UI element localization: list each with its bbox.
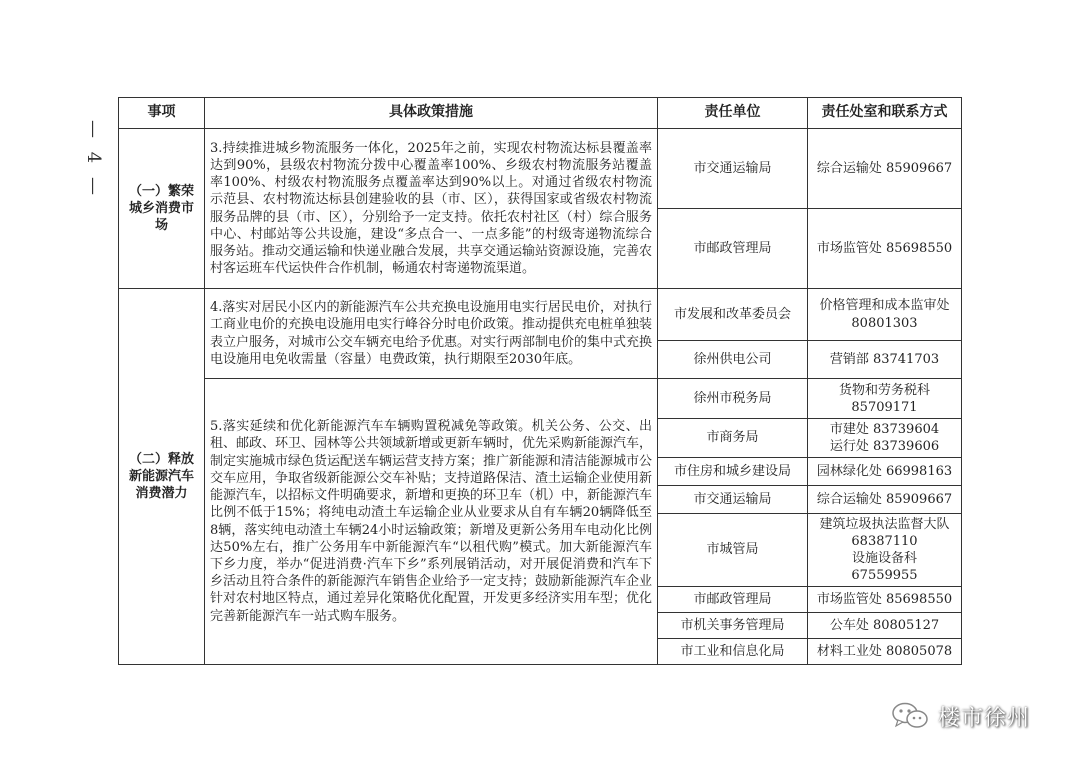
wechat-icon [890,701,930,731]
policy-table [118,97,962,665]
header-unit: 责任单位 [658,98,808,129]
responsible-unit: 市交通运输局 [658,486,808,514]
responsible-unit: 市工业和信息化局 [658,639,808,665]
contact-line: 85709171 [851,399,918,415]
responsible-unit: 市邮政管理局 [658,209,808,289]
contact-info: 公车处 80805127 [808,613,962,639]
contact-info: 园林绿化处 66998163 [808,458,962,486]
header-contact: 责任处室和联系方式 [808,98,962,129]
contact-info [808,514,962,587]
contact-line: 货物和劳务税科 [838,382,930,398]
watermark [890,698,1030,734]
measure-text: 4.落实对居民小区内的新能源汽车公共充换电设施用电实行居民电价，对执行工商业电价的充换电设施用电实行峰谷分时电价政策。推动提供充电桩单独装表立户服务，对城市公交车辆充电给予优惠。对实行两部制电价的集中式充换电设施用电免收需量（容量）电费政策，执行期限至2030年底。 [205,289,658,379]
responsible-unit: 市城管局 [658,514,808,587]
contact-line: 建筑垃圾执法监督大队 68387110 [819,517,950,549]
contact-info: 综合运输处 85909667 [808,129,962,209]
contact-info: 市场监管处 85698550 [808,587,962,613]
contact-info: 市场监管处 85698550 [808,209,962,289]
contact-info: 营销部 83741703 [808,341,962,379]
section-item: （二）释放新能源汽车消费潜力 [119,289,205,665]
section-item: （一）繁荣城乡消费市场 [119,129,205,289]
contact-info: 价格管理和成本监审处 80801303 [808,289,962,341]
table-row [119,379,962,419]
responsible-unit: 市邮政管理局 [658,587,808,613]
measure-text: 5.落实延续和优化新能源汽车车辆购置税减免等政策。机关公务、公交、出租、邮政、环卫、园林等公共领域新增或更新车辆时，优先采购新能源汽车，制定实施城市绿色货运配送车辆运营支持方案；推广新能源和清洁能源城市公交车应用，争取省级新能源公交车补贴；支持道路保洁、渣土运输企业使用新能源汽车，以招标文件明确要求，新增和更换的环卫车（机）中，新能源汽车比例不低于15%；将纯电动渣土车运输企业从业要求从自有车辆20辆降低至8辆，落实纯电动渣土车辆24小时运输政策；新增及更新公务用车电动化比例达50%左右，推广公务用车中新能源汽车“以租代购”模式。加大新能源汽车下乡力度，举办“促进消费·汽车下乡”系列展销活动，对开展促消费和汽车下乡活动且符合条件的新能源汽车销售企业给予一定支持；鼓励新能源汽车企业针对农村地区特点，通过差异化策略优化配置，开发更多经济实用车型；优化完善新能源汽车一站式购车服务。 [205,379,658,665]
contact-info: 综合运输处 85909667 [808,486,962,514]
contact-line: 运行处 83739606 [829,439,940,454]
contact-info: 材料工业处 80805078 [808,639,962,665]
responsible-unit: 市住房和城乡建设局 [658,458,808,486]
responsible-unit: 市交通运输局 [658,129,808,209]
contact-info [808,419,962,458]
header-item: 事项 [119,98,205,129]
responsible-unit: 徐州市税务局 [658,379,808,419]
header-measures: 具体政策措施 [205,98,658,129]
page-number: — 4 — [82,119,104,199]
responsible-unit: 徐州供电公司 [658,341,808,379]
watermark-text: 楼市徐州 [938,705,1031,731]
contact-line: 设施设备科 [851,551,917,566]
table-row [119,289,962,341]
responsible-unit: 市商务局 [658,419,808,458]
contact-info [808,379,962,419]
responsible-unit: 市机关事务管理局 [658,613,808,639]
contact-line: 市建处 83739604 [829,422,940,437]
table-row [119,129,962,209]
header-row [119,98,962,129]
measure-text: 3.持续推进城乡物流服务一体化，2025年之前，实现农村物流达标县覆盖率达到90%，县级农村物流分拨中心覆盖率100%、乡级农村物流服务站覆盖率100%、村级农村物流服务点覆盖率达到90%以上。对通过省级农村物流示范县、农村物流达标县创建验收的县（市、区），获得国家或省级农村物流服务品牌的县（市、区），分别给予一定支持。依托农村社区（村）综合服务中心、村邮站等公共设施，建设“多点合一、一点多能”的村级寄递物流综合服务站。推动交通运输和快递业融合发展，共享交通运输站资源设施，完善农村客运班车代运快件合作机制，畅通农村寄递物流渠道。 [205,129,658,289]
contact-line: 67559955 [851,568,918,583]
responsible-unit: 市发展和改革委员会 [658,289,808,341]
